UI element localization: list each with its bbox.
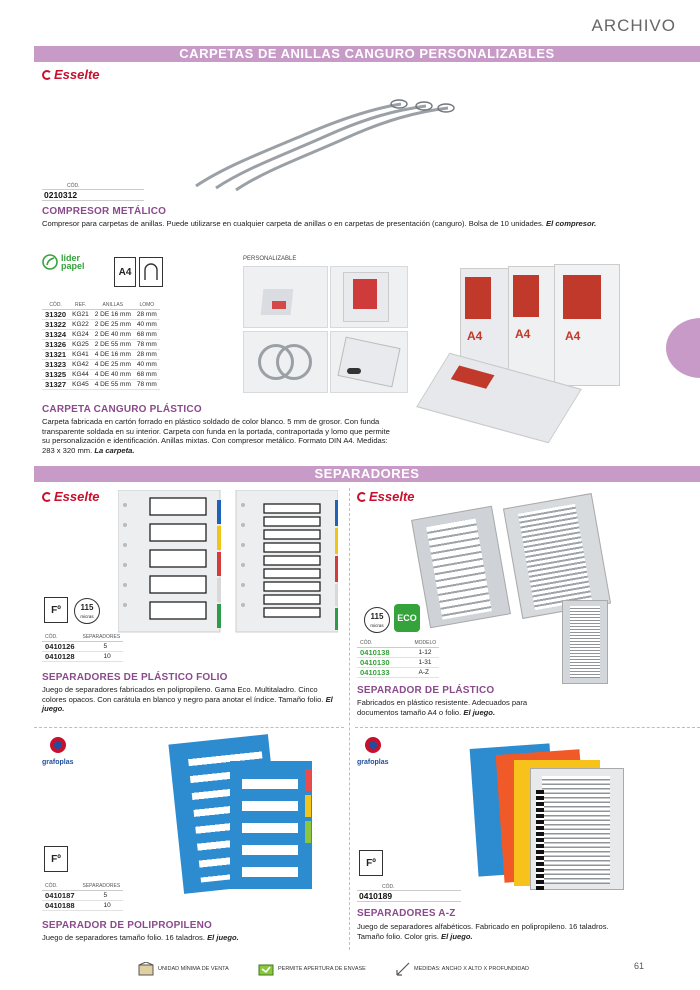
cell-lomo: 78 mm <box>134 340 160 350</box>
cell-anillas: 2 DE 16 mm <box>92 310 134 320</box>
cell-anillas: 2 DE 55 mm <box>92 340 134 350</box>
compresor-desc: Compresor para carpetas de anillas. Puede utilizarse en cualquier carpeta de anillas o en carpetas de presentación (canguro). Bolsa de 10 unidades. El compresor. <box>42 219 597 228</box>
sep-poli-title: SEPARADOR DE POLIPROPILENO <box>42 920 213 931</box>
cell-cod: 31325 <box>42 370 69 380</box>
dimensions-icon <box>396 962 410 976</box>
cell-cod: 31321 <box>42 350 69 360</box>
cell-anillas: 4 DE 55 mm <box>92 380 134 390</box>
cell-cod: 31327 <box>42 380 69 390</box>
footer-medidas: MEDIDAS: ANCHO X ALTO X PROFUNDIDAD <box>396 962 529 976</box>
cell-ref: KG45 <box>69 380 92 390</box>
cell-sep: 5 <box>80 642 124 652</box>
sep-az-code-block: CÓD. 0410189 <box>357 884 461 902</box>
cell-ref: KG41 <box>69 350 92 360</box>
cell-cod: 0410130 <box>357 658 395 668</box>
sep-plastico-desc: Fabricados en plástico resistente. Adecuados para documentos tamaño A4 o folio. El juego. <box>357 698 528 717</box>
table-row <box>42 370 160 380</box>
page-number: 61 <box>634 961 645 971</box>
cell-cod: 0410138 <box>357 648 395 658</box>
table-row <box>357 648 439 658</box>
cell-anillas: 4 DE 16 mm <box>92 350 134 360</box>
side-tab <box>666 318 700 378</box>
canguro-desc: Carpeta fabricada en cartón forrado en plástico soldado de color blanco. 5 mm de grosor. Con funda transparente soldada en su interior. Carpeta con funda en la portada, contraportada y lomo que permite su personalización e identificación. Anillas mixtas. Con compresor metálico. Formato DIN A4. Medidas: 283 x 320 mm. La carpeta. <box>42 417 390 455</box>
sep-plastico-title: SEPARADOR DE PLÁSTICO <box>357 685 495 696</box>
sep-az-image <box>470 740 635 890</box>
grafoplas-logo-icon <box>47 736 69 754</box>
cell-modelo: 1-12 <box>395 648 440 658</box>
a4-badge: A4 <box>114 257 136 287</box>
sep-folio-table: CÓD. SEPARADORES 0410126 5 0410128 10 <box>42 634 123 662</box>
table-row <box>42 360 160 370</box>
cell-cod: 0410133 <box>357 668 395 678</box>
folio-badge-3: Fº <box>359 850 383 876</box>
sep-poli-desc: Juego de separadores tamaño folio. 16 taladros. El juego. <box>42 933 239 942</box>
cell-lomo: 40 mm <box>134 360 160 370</box>
ring-icon <box>140 258 162 286</box>
table-row <box>42 891 123 901</box>
footer-unidad: UNIDAD MÍNIMA DE VENTA <box>138 962 229 976</box>
canguro-folders-image: A4 A4 A4 <box>418 260 658 450</box>
table-row <box>42 350 160 360</box>
cell-sep: 10 <box>80 652 124 662</box>
folio-badge-2: Fº <box>44 846 68 872</box>
open-package-icon <box>258 962 274 976</box>
folio-badge: Fº <box>44 597 68 623</box>
cell-cod: 0410126 <box>42 642 80 652</box>
sep-az-desc: Juego de separadores alfabéticos. Fabricado en polipropileno. 16 taladros. Tamaño folio. Color gris. El juego. <box>357 922 609 941</box>
cell-modelo: A-Z <box>395 668 440 678</box>
row-divider-left <box>34 727 344 728</box>
liderpapel-leaf-icon <box>42 254 58 270</box>
brand-grafoplas: grafoplas <box>42 736 74 766</box>
cell-sep: 10 <box>80 901 124 911</box>
table-row <box>42 652 123 662</box>
personalizable-photo-1 <box>243 266 328 328</box>
canguro-table: CÓD. REF. ANILLAS LOMO 31320 KG21 2 DE 16 mm 28 mm 31322 KG22 2 DE 25 mm 40 mm 31324 KG24 2 DE 40 mm 68 mm 31326 KG25 2 DE 55 mm 78 mm 31321 KG41 4 DE 16 mm 28 mm 31323 KG42 4 DE 25 mm 40 mm 31325 KG44 4 DE 40 mm 68 mm 31327 KG45 4 DE 55 mm 78 mm <box>42 302 160 390</box>
compresor-image <box>186 96 456 196</box>
ring-type-badge <box>139 257 163 287</box>
personalizable-photo-3 <box>243 331 328 393</box>
section-bar-canguro: CARPETAS DE ANILLAS CANGURO PERSONALIZABLES <box>34 46 700 62</box>
compresor-wire-1 <box>196 104 401 186</box>
sep-az-code: 0410189 <box>357 890 461 902</box>
sep-plastico-table: CÓD. MODELO 0410138 1-12 0410130 1-31 0410133 A-Z <box>357 640 439 678</box>
row-divider-right <box>355 727 700 728</box>
compresor-title: COMPRESOR METÁLICO <box>42 206 167 217</box>
cell-cod: 0410187 <box>42 891 80 901</box>
section-bar-separadores: SEPARADORES <box>34 466 700 482</box>
cell-ref: KG44 <box>69 370 92 380</box>
canguro-title: CARPETA CANGURO PLÁSTICO <box>42 404 202 415</box>
column-divider <box>349 488 350 950</box>
micras-badge: 115 micras <box>74 598 100 624</box>
table-row <box>42 380 160 390</box>
sep-folio-desc: Juego de separadores fabricados en polipropileno. Gama Eco. Multitaladro. Cinco colores opacos. Con carátula en blanco y negro para anotar el índice. Tamaño folio. El juego. <box>42 685 333 714</box>
cell-lomo: 28 mm <box>134 310 160 320</box>
eco-badge: ECO <box>394 604 420 632</box>
cell-cod: 0410128 <box>42 652 80 662</box>
cell-anillas: 4 DE 25 mm <box>92 360 134 370</box>
cell-cod: 31323 <box>42 360 69 370</box>
esselte-logo-icon <box>42 492 52 502</box>
page-category: ARCHIVO <box>591 16 676 35</box>
cell-ref: KG24 <box>69 330 92 340</box>
cell-anillas: 4 DE 40 mm <box>92 370 134 380</box>
table-row <box>42 310 160 320</box>
esselte-logo-icon <box>357 492 367 502</box>
personalizable-label: PERSONALIZABLE <box>243 256 297 262</box>
brand-esselte-3: Esselte <box>357 489 415 504</box>
cell-lomo: 68 mm <box>134 370 160 380</box>
grafoplas-logo-icon <box>362 736 384 754</box>
cell-ref: KG22 <box>69 320 92 330</box>
cell-anillas: 2 DE 40 mm <box>92 330 134 340</box>
personalizable-photo-2 <box>330 266 408 328</box>
table-row <box>42 901 123 911</box>
cell-ref: KG25 <box>69 340 92 350</box>
cell-anillas: 2 DE 25 mm <box>92 320 134 330</box>
brand-esselte-2: Esselte <box>42 489 100 504</box>
sep-poli-image <box>150 735 320 891</box>
table-row <box>357 668 439 678</box>
cell-cod: 31320 <box>42 310 69 320</box>
table-row <box>357 658 439 668</box>
esselte-logo-icon <box>42 70 52 80</box>
separadores-folio-image <box>118 490 338 635</box>
cell-cod: 31326 <box>42 340 69 350</box>
cell-cod: 0410188 <box>42 901 80 911</box>
cell-cod: 31324 <box>42 330 69 340</box>
cell-lomo: 78 mm <box>134 380 160 390</box>
table-row <box>42 642 123 652</box>
separador-plastico-image <box>412 494 617 684</box>
cell-lomo: 40 mm <box>134 320 160 330</box>
sep-poli-table: CÓD. SEPARADORES 0410187 5 0410188 10 <box>42 883 123 911</box>
cell-ref: KG42 <box>69 360 92 370</box>
cell-modelo: 1-31 <box>395 658 440 668</box>
cell-ref: KG21 <box>69 310 92 320</box>
personalizable-photo-4 <box>330 331 408 393</box>
compresor-code: 0210312 <box>42 189 144 201</box>
box-icon <box>138 962 154 976</box>
sep-folio-title: SEPARADORES DE PLÁSTICO FOLIO <box>42 672 228 683</box>
cell-lomo: 68 mm <box>134 330 160 340</box>
footer-envase: PERMITE APERTURA DE ENVASE <box>258 962 366 976</box>
table-row <box>42 320 160 330</box>
cell-lomo: 28 mm <box>134 350 160 360</box>
table-row <box>42 330 160 340</box>
brand-liderpapel: lider papel <box>42 254 91 270</box>
micras-badge-2: 115 micras <box>364 607 390 633</box>
brand-grafoplas-2: grafoplas <box>357 736 389 766</box>
sep-az-title: SEPARADORES A-Z <box>357 908 456 919</box>
compresor-code-block: CÓD. 0210312 <box>42 183 144 201</box>
cell-cod: 31322 <box>42 320 69 330</box>
table-row <box>42 340 160 350</box>
cell-sep: 5 <box>80 891 124 901</box>
brand-esselte: Esselte <box>42 67 100 82</box>
